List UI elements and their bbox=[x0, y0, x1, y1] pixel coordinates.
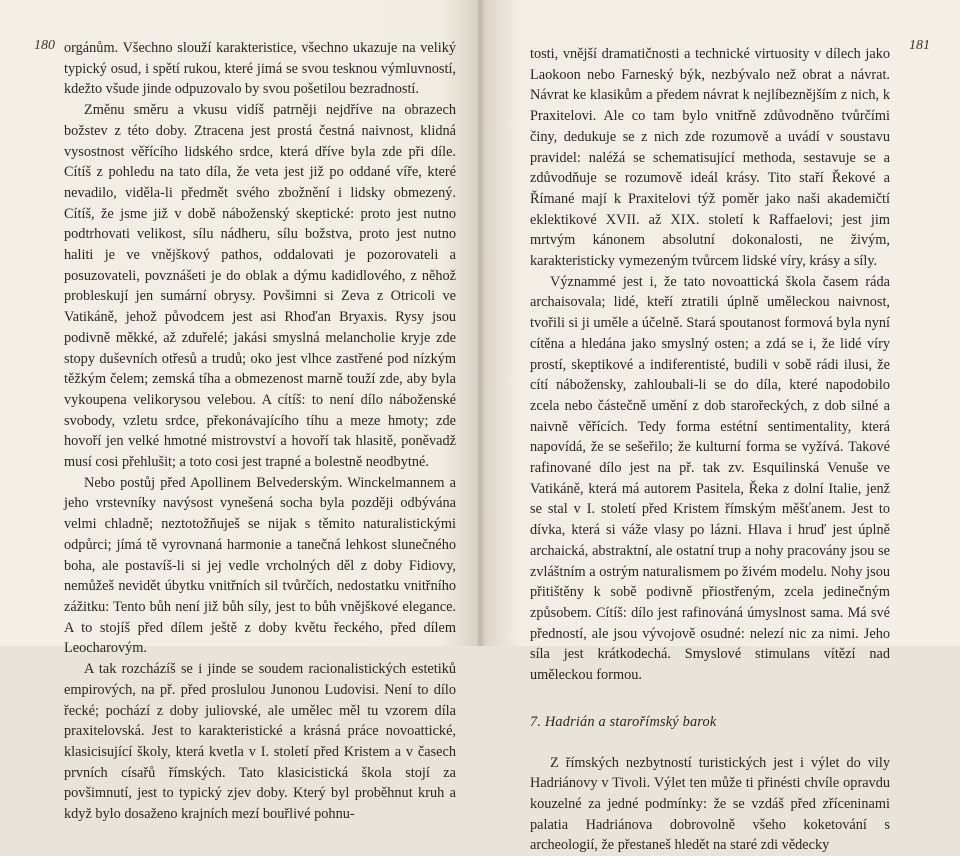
page-text bbox=[64, 38, 456, 825]
right-page bbox=[481, 0, 960, 646]
page-number: 181 bbox=[909, 38, 930, 54]
paragraph: Změnu směru a vkusu vidíš patrněji nejdříve na obrazech božstev z této doby. Ztracena jest prostá čestná naivnost, klidná vysostnost věřícího lidského srdce, která dříve byla zde při díle. Cítíš z pohledu na tato díla, že veta jest již po oddané víře, které nevadilo, viděla-li předmět svého zbožnění i lidsky obmezený. Cítíš, že jsme již v době náboženský skeptické: proto jest nutno podtrhovati velikost, sílu nádheru, sílu božstva, proto jest nutno haliti je ve vnějškový pathos, oddalovati je pozorovateli a posuzovateli, povznášeti je do oblak a dýmu kadidlového, z něhož probleskují jen sumární obrysy. Povšimni si Zeva z Otricoli ve Vatikáně, jehož původcem jest asi Rhoďan Bryaxis. Rysy jsou podivně měkké, až zduřelé; jakási smyslná melancholie kryje zde stopy duševních otřesů a trudů; oko jest vlhce zastřené pod nízkým těžkým čelem; zemská tíha a obmezenost marně touží zde, aby byla vykoupena velikorysou velebou. A cítíš: to není dílo náboženské svobody, vzletu srdce, překonávajícího tíhu a meze hmoty; zde hovoří jen velké hmotné mistrovství a hovoří tak hlasitě, poněvadž musí cosi přehlušit; a toto cosi jest trapné a bolestně neodbytné. bbox=[64, 100, 456, 473]
left-page bbox=[0, 0, 480, 646]
paragraph: Nebo postůj před Apollinem Belvederským. Winckelmannem a jeho vrstevníky navýsost vynešená socha byla později odbývána velmi chladně; neztotožňuješ se nijak s těmito naturalistickými odpůrci; jímá tě vyrovnaná harmonie a tanečná lehkost slunečného boha, ale postavíš-li si jej vedle vrcholných děl z doby Fidiovy, nemůžeš nevidět úbytku vnitřních sil tvůrčích, nedostatku vnitřního zážitku: Tento bůh není již bůh síly, jest to bůh vnějškové elegance. A to stojíš před dílem ještě z doby květu řeckého, před dílem Leocharovým. bbox=[64, 473, 456, 659]
page-text bbox=[530, 44, 890, 856]
page-number: 180 bbox=[34, 38, 55, 54]
paragraph: A tak rozcházíš se i jinde se soudem racionalistických estetiků empirových, na př. před proslulou Junonou Ludovisi. Není to dílo řecké; pochází z doby juliovské, ale umělec měl tu vzorem díla praxitelovská. Jest to karakteristické a krásná práce novoattické, klasicisující školy, která kvetla v I. století před Kristem a v časech prvních císařů římských. Tato klasicistická škola stojí za povšimnutí, jest to typický zjev doby. Který byl proběhnut kruh a když bylo dosaženo krajních mezí bouřlivé pohnu- bbox=[64, 659, 456, 825]
paragraph: Z římských nezbytností turistických jest i výlet do vily Hadriánovy v Tivoli. Výlet ten může ti přinésti chvíle opravdu kouzelné za jedné podmínky: že se vzdáš před zříceninami palatia Hadriánova dobrovolně všeho koketování s archeologií, že přestaneš hledět na staré zdi vědecky bbox=[530, 753, 890, 856]
paragraph: Význammé jest i, že tato novoattická škola časem ráda archaisovala; lidé, kteří ztratili úplně uměleckou naivnost, tvořili si ji uměle a účelně. Stará spoutanost formová byla nyní cítěna a hledána jako smyslný osten; a zdá se i, že lidé víry prostí, skeptikové a indiferentisté, budili v sobě rádi ilusi, že cítí nábožensky, zahloubali-li se do díla, které napodobilo zcela nebo částečně umění z dob starořeckých, z dob silné a naivně věřících. Tedy forma estétní sentimentality, která napovídá, že se sešeřilo; že kulturní forma se vyžívá. Takové rafinované dílo jest na př. tak zv. Esquilinská Venuše ve Vatikáně, která má autorem Pasitela, Řeka z dolní Italie, jenž se stal v I. století před Kristem římským měšťanem. Jest to dívka, která si váže vlasy po lázni. Hlava i hruď jest úplně archaická, abstraktní, ale ostatní trup a nohy pracovány jsou se zvláštním a ostrým naturalismem po živém modelu. Nohy jsou přitištěny k sobě podivně přiostřeným, zcela jedinečným způsobem. Cítíš: dílo jest rafinováná úmyslnost sama. Má své předností, ale jsou vývojově osudné: nelezí nic za nimi. Jeho síla jest krátkodechá. Smyslové stimulans vítězí nad uměleckou formou. bbox=[530, 272, 890, 686]
paragraph: tosti, vnější dramatičnosti a technické virtuosity v dílech jako Laokoon nebo Farneský býk, nezbývalo než obrat a návrat. Návrat ke klasikům a předem návrat k nejlíbeznějším z nich, k Praxitelovi. Ale co tam bylo vnitřně zdůvodněno tvůrčími činy, dedukuje se z nich zde rozumově a uvádí v soustavu pravidel: naléžá se schematisující methoda, sestavuje se a zdůvodňuje se rozumově ideál krásy. Tito staří Řekové a Římané mají k Praxitelovi týž poměr jako naši akademičtí eklektikové XVII. až XIX. století k Raffaelovi; jest jim mrtvým kánonem absolutní dokonalosti, ne živým, karakteristicky vymezeným tvůrcem lidské víry, krásy a síly. bbox=[530, 44, 890, 272]
paragraph: orgánům. Všechno slouží karakteristice, všechno ukazuje na veliký typický osud, i spětí rukou, které jimá se svou tesknou výmluvností, kdežto všude jinde odpuzovalo by svou pošetilou bezradností. bbox=[64, 38, 456, 100]
section-heading: 7. Hadrián a starořímský barok bbox=[530, 712, 890, 733]
